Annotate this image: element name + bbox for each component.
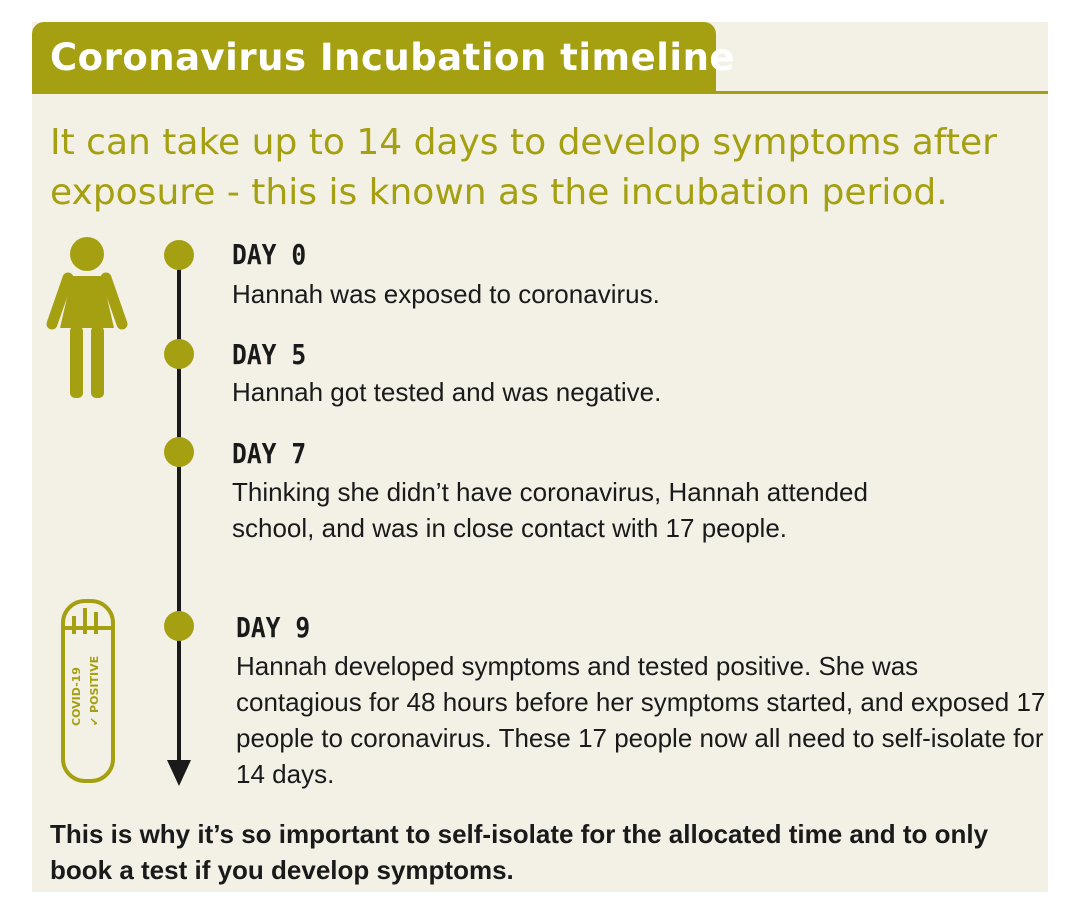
- subtitle: It can take up to 14 days to develop symptoms after exposure - this is known as the incubation period.: [50, 122, 997, 213]
- timeline-day-text: Hannah developed symptoms and tested positive. She was contagious for 48 hours before her symptoms started, and exposed 17 people to coronavirus. These 17 people now all need to self-isolate for 14 days.: [236, 651, 1046, 789]
- timeline-day-label: DAY 9: [236, 611, 311, 644]
- timeline-day-label: DAY 0: [232, 238, 307, 271]
- page-title: Coronavirus Incubation timeline: [50, 36, 736, 79]
- test-kit-icon: [60, 598, 116, 784]
- timeline-dot: [164, 240, 194, 270]
- timeline-dot: [164, 611, 194, 641]
- footer-note: This is why it’s so important to self-isolate for the allocated time and to only book a test if you develop symptoms.: [50, 819, 989, 885]
- timeline-day-label: DAY 5: [232, 338, 307, 371]
- test-kit-result: ✔ POSITIVE: [88, 655, 101, 726]
- title-divider: [716, 91, 1048, 94]
- timeline-day-label: DAY 7: [232, 437, 307, 470]
- timeline-day-text: Thinking she didn’t have coronavirus, Hannah attended school, and was in close contact with 17 people.: [232, 477, 868, 543]
- timeline-dot: [164, 437, 194, 467]
- test-kit-label: COVID-19: [70, 667, 83, 726]
- timeline-line: [177, 255, 181, 765]
- timeline-dot: [164, 339, 194, 369]
- timeline-day-text: Hannah got tested and was negative.: [232, 377, 662, 407]
- timeline-day-text: Hannah was exposed to coronavirus.: [232, 279, 660, 309]
- person-icon: [44, 236, 130, 400]
- timeline-arrow-icon: [167, 760, 191, 786]
